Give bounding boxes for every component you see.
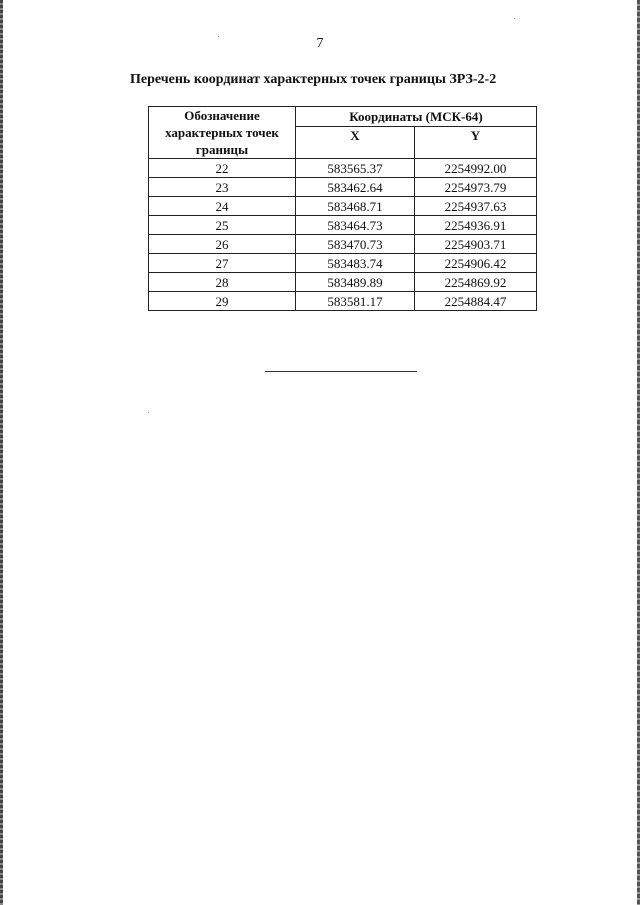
cell-y: 2254903.71 [415, 235, 537, 254]
cell-point: 22 [149, 159, 296, 178]
cell-point: 24 [149, 197, 296, 216]
cell-y: 2254937.63 [415, 197, 537, 216]
header-x: X [296, 126, 415, 158]
table-row [149, 197, 537, 216]
cell-x: 583468.71 [296, 197, 415, 216]
cell-x: 583489.89 [296, 273, 415, 292]
table-row [149, 254, 537, 273]
table-row [149, 178, 537, 197]
cell-y: 2254906.42 [415, 254, 537, 273]
cell-x: 583470.73 [296, 235, 415, 254]
cell-y: 2254884.47 [415, 292, 537, 311]
coordinates-table [148, 106, 537, 311]
cell-x: 583464.73 [296, 216, 415, 235]
scan-speck [148, 412, 149, 413]
cell-x: 583581.17 [296, 292, 415, 311]
cell-point: 27 [149, 254, 296, 273]
document-title: Перечень координат характерных точек границы ЗРЗ-2-2 [130, 72, 497, 87]
cell-point: 28 [149, 273, 296, 292]
table-row [149, 216, 537, 235]
cell-point: 26 [149, 235, 296, 254]
scan-speck [218, 36, 219, 37]
table-row [149, 159, 537, 178]
table-row [149, 273, 537, 292]
cell-point: 23 [149, 178, 296, 197]
cell-y: 2254973.79 [415, 178, 537, 197]
cell-point: 25 [149, 216, 296, 235]
cell-x: 583483.74 [296, 254, 415, 273]
header-coordinates: Координаты (МСК-64) [296, 107, 537, 127]
table-row [149, 235, 537, 254]
scan-speck [514, 18, 515, 19]
header-point-designation: Обозначение характерных точек границы [149, 107, 296, 159]
cell-y: 2254869.92 [415, 273, 537, 292]
scan-edge-left [0, 0, 3, 905]
table-row [149, 292, 537, 311]
cell-point: 29 [149, 292, 296, 311]
cell-y: 2254992.00 [415, 159, 537, 178]
page-number: 7 [316, 36, 324, 51]
cell-x: 583462.64 [296, 178, 415, 197]
cell-y: 2254936.91 [415, 216, 537, 235]
cell-x: 583565.37 [296, 159, 415, 178]
header-y: Y [415, 126, 537, 158]
separator-line [265, 371, 417, 372]
